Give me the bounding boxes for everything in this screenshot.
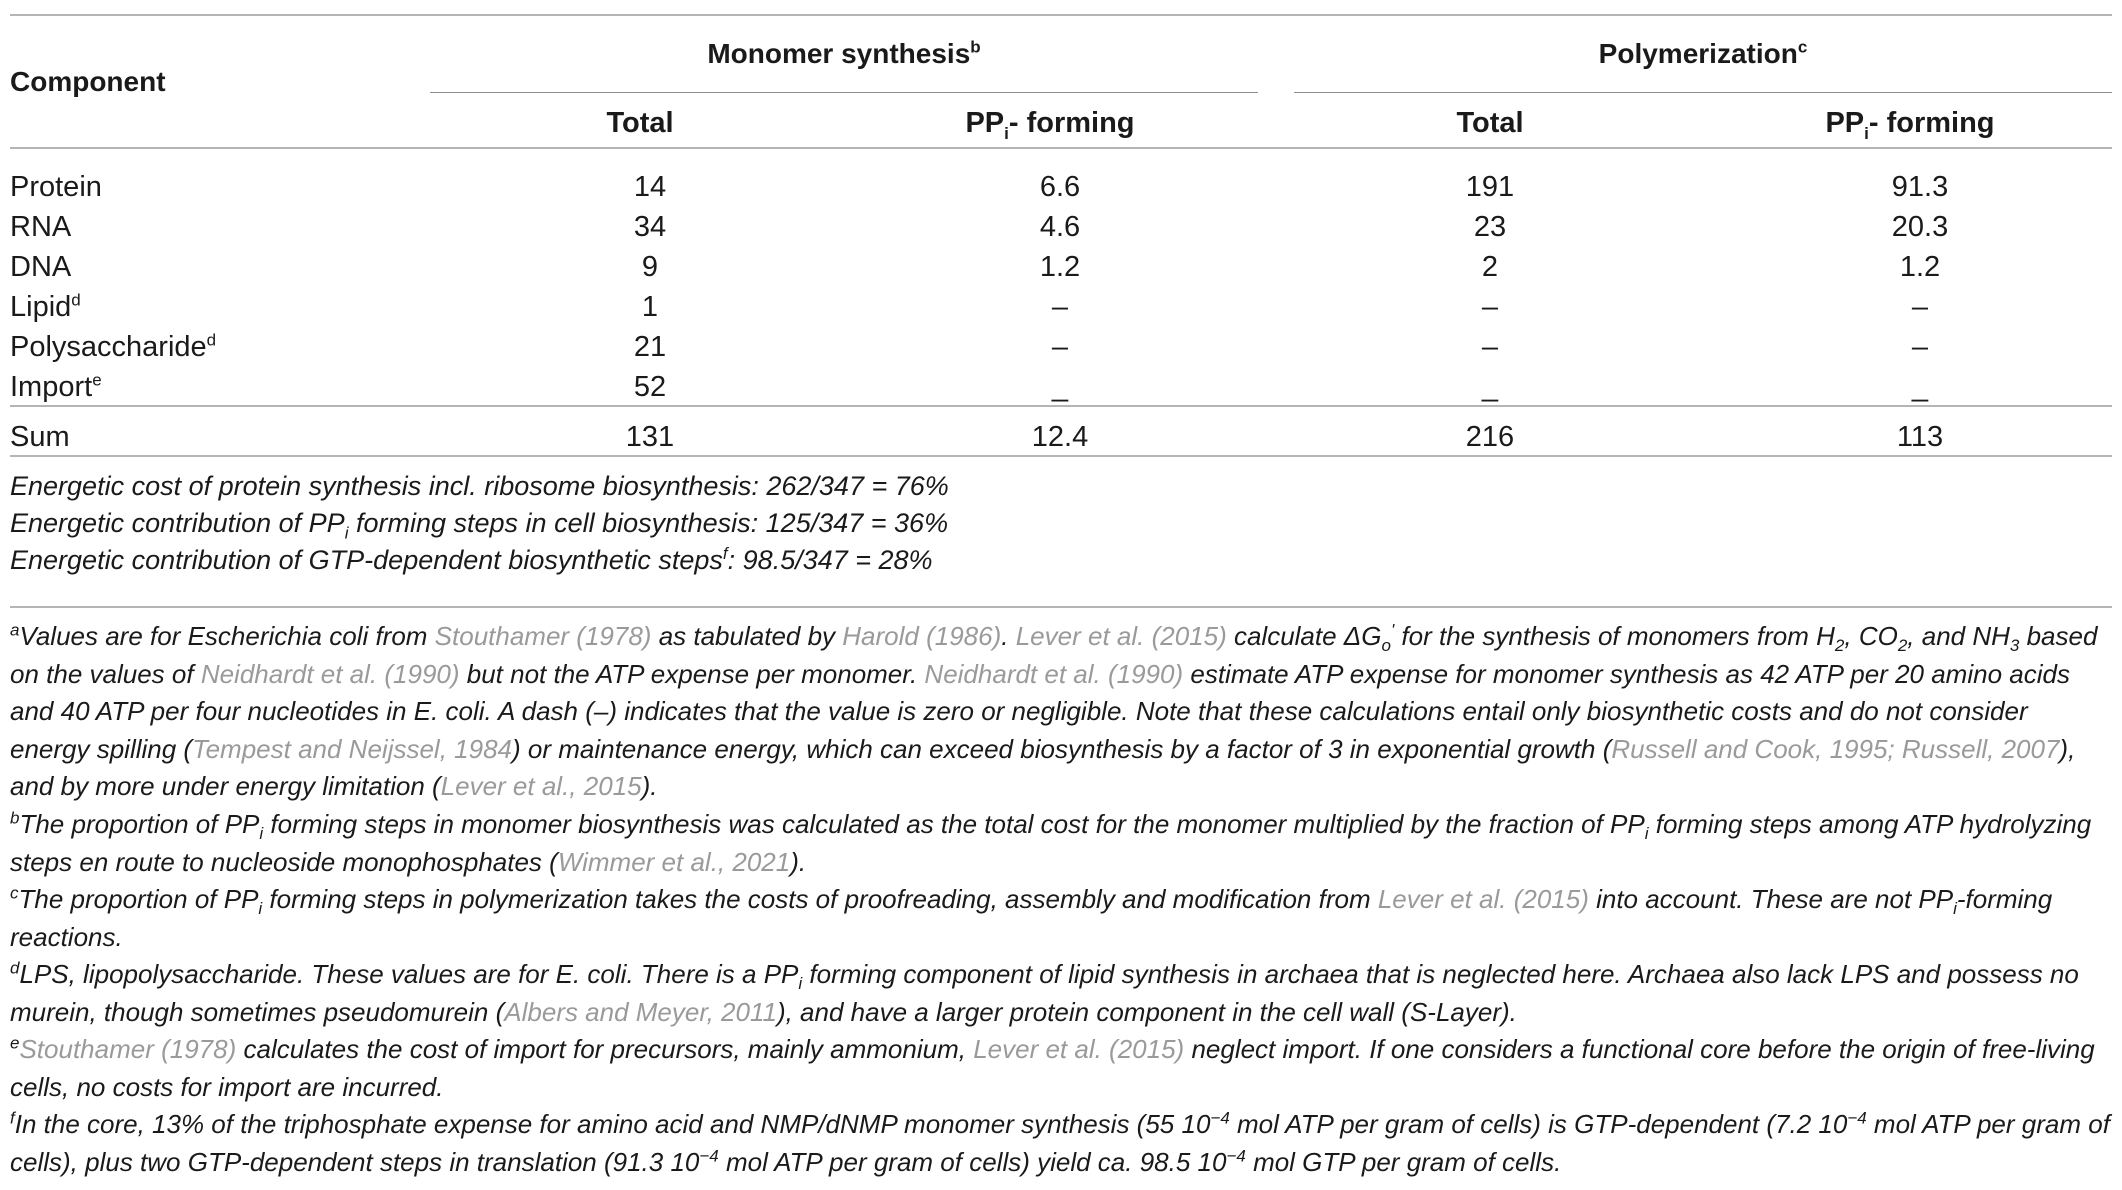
table-row-lipid [10, 287, 2112, 327]
citation-link[interactable]: Stouthamer (1978) [19, 1034, 237, 1064]
value-cell: – [1481, 331, 1499, 363]
citation-link[interactable]: Harold (1986) [842, 621, 1002, 651]
monomer-total-header: Total [606, 107, 674, 139]
polymerization-group-rule [1294, 92, 2112, 93]
value-cell: 2 [1481, 251, 1499, 283]
monomer-synthesis-header: Monomer synthesis$^b$ [707, 37, 981, 69]
citation-link[interactable]: Neidhardt et al. (1990) [924, 658, 1184, 689]
citation-link[interactable]: Lever et al., 2015 [440, 771, 642, 801]
value-cell: _ [1911, 371, 1929, 403]
value-cell: – [1481, 291, 1499, 323]
value-cell: – [1051, 291, 1069, 323]
value-cell: 216 [1465, 421, 1515, 453]
value-cell: _ [1481, 371, 1499, 403]
footnote-b: $^b$The proportion of $PP_i$ forming steps in monomer biosynthesis was calculated as the total cost for the monomer multiplied by the fraction of $PP_i$ forming steps among ATP hydrolyzing steps en route to nucleoside monophosphates (Wimmer et al., 2021). [10, 808, 2092, 877]
citation-link[interactable]: Lever et al. (2015) [1377, 884, 1589, 914]
value-cell: – [1911, 331, 1929, 363]
value-cell: 6.6 [1039, 171, 1081, 203]
value-cell: 14 [633, 171, 667, 203]
citation-link[interactable]: Russell and Cook, 1995; Russell, 2007 [1611, 733, 2060, 764]
citation-link[interactable]: Albers and Meyer, 2011 [504, 996, 777, 1027]
value-cell: 20.3 [1891, 211, 1949, 243]
table-top-rule [10, 14, 2112, 16]
summary-gtp-contribution: Energetic contribution of GTP-dependent biosynthetic steps$^f$: 98.5/347 = 28% [10, 544, 933, 575]
value-cell: 113 [1896, 421, 1944, 453]
value-cell: 12.4 [1031, 421, 1089, 453]
value-cell: 4.6 [1039, 211, 1081, 243]
value-cell: 34 [633, 211, 667, 243]
table-row-sum [10, 417, 2112, 457]
citation-link[interactable]: Wimmer et al., 2021 [557, 846, 791, 877]
monomer-group-rule [430, 92, 1258, 93]
citation-link[interactable]: Lever et al. (2015) [1015, 621, 1227, 651]
citation-link[interactable]: Tempest and Neijssel, 1984 [192, 733, 512, 764]
footnote-f: $^f$In the core, 13% of the triphosphate expense for amino acid and NMP/dNMP monomer synthesis (55 $10^{-4}$ mol ATP per gram of cells) is GTP-dependent (7.2 $10^{-4}$ mol ATP per gram of cells), plus two GTP-dependent steps in translation (91.3 $10^{-4}$ mol ATP per gram of cells) yield ca. 98.5 $10^{-4}$ mol GTP per gram of cells. [10, 1108, 2110, 1177]
table-row-import [10, 367, 2112, 407]
citation-link[interactable]: Neidhardt et al. (1990) [200, 658, 460, 689]
polymerization-header: Polymerization$^c$ [1598, 37, 1808, 69]
value-cell: 21 [633, 331, 667, 363]
component-cell: Import$^e$ [10, 370, 102, 403]
value-cell: – [1911, 291, 1929, 323]
footnote-d: $^d$LPS, lipopolysaccharide. These values are for E. coli. There is a $PP_i$ forming component of lipid synthesis in archaea that is neglected here. Archaea also lack LPS and possess no murein, though sometimes pseudomurein (Albers and Meyer, 2011), and have a larger protein component in the cell wall (S-Layer). [10, 958, 2079, 1027]
value-cell: 1.2 [1899, 251, 1941, 283]
value-cell: 1.2 [1039, 251, 1081, 283]
value-cell: 9 [641, 251, 659, 283]
table-row-polysaccharide [10, 327, 2112, 367]
value-cell: – [1051, 331, 1069, 363]
table-row-rna [10, 207, 2112, 247]
footnote-e: $^e$Stouthamer (1978) calculates the cost of import for precursors, mainly ammonium, Lever et al. (2015) neglect import. If one considers a functional core before the origin of free-living cells, no costs for import are incurred. [10, 1033, 2095, 1102]
citation-link[interactable]: Stouthamer (1978) [434, 621, 652, 651]
value-cell: 191 [1465, 171, 1515, 203]
value-cell: _ [1051, 371, 1069, 403]
component-cell: Sum [10, 421, 70, 453]
value-cell: 23 [1473, 211, 1507, 243]
header-bottom-rule [10, 147, 2112, 149]
value-cell: 52 [633, 371, 667, 403]
component-cell: Protein [10, 171, 102, 203]
value-cell: 91.3 [1891, 171, 1949, 203]
polymerization-total-header: Total [1456, 107, 1524, 139]
value-cell: 1 [641, 291, 659, 323]
footnote-c: $^c$The proportion of $PP_i$ forming steps in polymerization takes the costs of proofreading, assembly and modification from Lever et al. (2015) into account. These are not $PP_i$-forming reactions. [10, 883, 2053, 952]
component-cell: RNA [10, 211, 72, 243]
component-header: Component [10, 66, 166, 97]
table-row-protein [10, 167, 2112, 207]
component-cell: DNA [10, 251, 72, 283]
monomer-ppi-forming-header: $PP_i-$ forming [965, 107, 1135, 143]
component-cell: Lipid$^d$ [10, 290, 81, 323]
polymerization-ppi-forming-header: $PP_i-$ forming [1825, 107, 1995, 143]
value-cell: 131 [625, 421, 675, 453]
footnote-top-rule [10, 606, 2112, 608]
footnote-a: $^a$Values are for Escherichia coli from Stouthamer (1978) as tabulated by Harold (1986). Lever et al. (2015) calculate $\Delta G_o'$ for the synthesis of monomers from $H_2$, $CO_2$, and $NH_3$ based on the values of Neidhardt et al. (1990) but not the ATP expense per monomer. Neidhardt et al. (1990) estimate ATP expense for monomer synthesis as 42 ATP per 20 amino acids and 40 ATP per four nucleotides in E. coli. A dash (–) indicates that the value is zero or negligible. Note that these calculations entail only biosynthetic costs and do not consider energy spilling (Tempest and Neijssel, 1984) or maintenance energy, which can exceed biosynthesis by a factor of 3 in exponential growth (Russell and Cook, 1995; Russell, 2007), and by more under energy limitation (Lever et al., 2015). [10, 620, 2098, 801]
summary-ppi-contribution: Energetic contribution of $PP_i$ forming steps in cell biosynthesis: 125/347 = 36% [10, 508, 949, 543]
citation-link[interactable]: Lever et al. (2015) [973, 1034, 1185, 1064]
component-cell: Polysaccharide$^d$ [10, 330, 217, 363]
table-row-dna [10, 247, 2112, 287]
summary-protein-cost: Energetic cost of protein synthesis incl. ribosome biosynthesis: 262/347 = 76% [10, 471, 949, 501]
